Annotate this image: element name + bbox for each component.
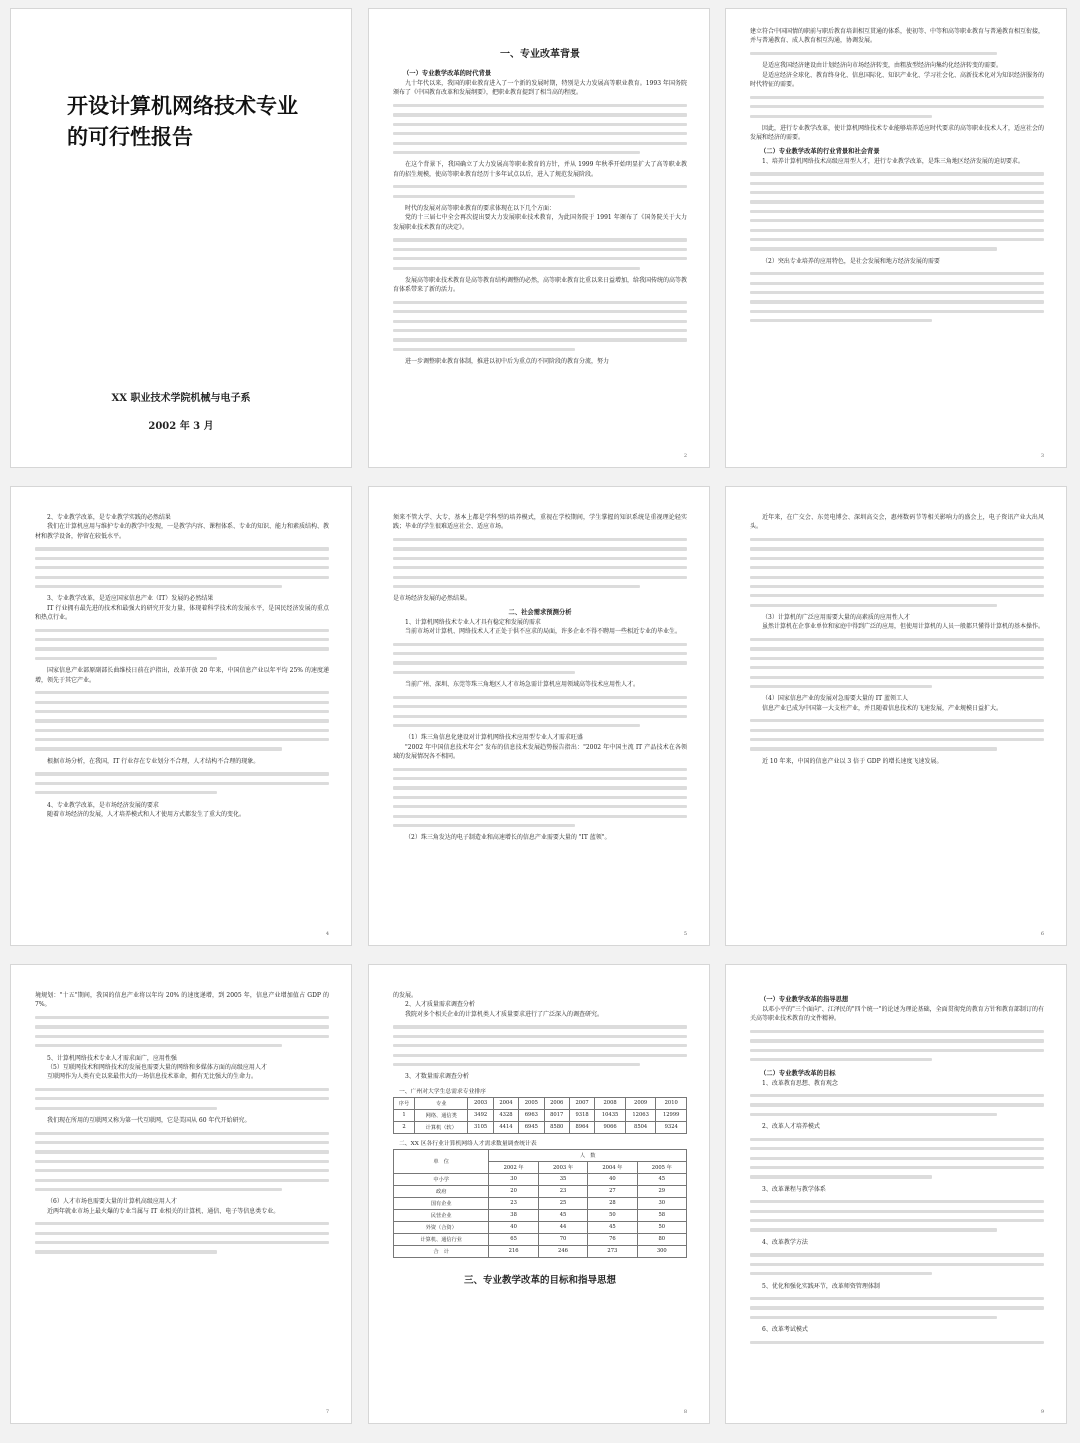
paragraph: 建立符合中国国情的职前与职后教育培训相互贯通的体系，使初等、中等和高等职业教育与普通教育相互衔接，并与普通教育、成人教育相互沟通，协调发展。 [750, 28, 1044, 45]
cover-title-line-2: 的可行性报告 [67, 125, 193, 149]
paragraph: （4）国家信息产业的发展对急需要大量的 IT 蓝领工人 [762, 695, 909, 703]
page-4-body [35, 513, 329, 923]
table-cell: 300 [637, 1245, 686, 1257]
table-cell: 27 [588, 1185, 637, 1197]
table-cell: 23 [489, 1197, 538, 1209]
table-cell: 9318 [569, 1109, 594, 1121]
table-cell: 2 [394, 1121, 415, 1133]
table-cell: 12999 [656, 1109, 687, 1121]
cover-title [67, 91, 331, 153]
paragraph: （6）人才市场也需要大量的计算机高级应用人才 [47, 1198, 177, 1206]
paragraph: 时代的发展对高等职业教育的要求体现在以下几个方面： [405, 205, 556, 212]
table-cell: 中小学 [394, 1173, 489, 1185]
paragraph: 1、计算机网络技术专业人才具有稳定和发展的需求 [405, 618, 541, 626]
paragraph: （3）计算机的广泛应用需要大量的高素质的应用性人才 [762, 614, 910, 621]
table-cell: 76 [588, 1233, 637, 1245]
paragraph: IT 行业拥有最先进的技术和最强大的研究开发力量，体现着科学技术的发展水平，是国民经济发展的重点和热点行业。 [35, 604, 329, 622]
table-cell: 1 [394, 1109, 415, 1121]
paragraph: 随着市场经济的发展，人才培养模式和人才使用方式都发生了重大的变化。 [47, 810, 246, 818]
paragraph: 1、改革教育思想、教育观念 [762, 1079, 838, 1087]
table-cell: 25 [538, 1197, 587, 1209]
paragraph: 1、培养计算机网络技术高级应用型人才，进行专业教学改革，是珠三角地区经济发展的迫切要求。 [762, 157, 1024, 165]
paragraph: （2）突出专业培养的应用特色，是社会发展和地方经济发展的需要 [762, 257, 940, 265]
paragraph: 我院对多个相关企业的计算机类人才质量要求进行了广泛深入的调查研究。 [405, 1010, 604, 1018]
page-6 [725, 486, 1067, 946]
table-cell: 35 [538, 1173, 587, 1185]
section-heading: （二）专业教学改革的行业背景和社会背景 [760, 147, 880, 155]
paragraph: 2、专业教学改革，是专业教学实践的必然结果 [47, 514, 171, 521]
page-6-body [750, 513, 1044, 923]
table-cell: 民营企业 [394, 1209, 489, 1221]
table-cell: 3105 [468, 1121, 493, 1133]
table-cell: 28 [588, 1197, 637, 1209]
table-cell: 政府 [394, 1185, 489, 1197]
table-cell: 40 [489, 1221, 538, 1233]
paragraph: （5）互联网技术和网络技术的发展也需要大量的网络和多媒体方面的高级应用人才 [47, 1063, 267, 1071]
table-1-header: 2004 [493, 1097, 518, 1109]
table-cell: 合 计 [394, 1245, 489, 1257]
table-cell: 10435 [595, 1109, 626, 1121]
paragraph: 互联网作为人类有史以来最伟大的一场信息技术革命，拥有无比强大的生命力。 [47, 1073, 258, 1081]
page-number: 8 [683, 1409, 687, 1415]
table-cell: 计算机（软） [414, 1121, 467, 1133]
table-cell: 6963 [519, 1109, 544, 1121]
page-2 [368, 8, 710, 468]
table-cell: 30 [637, 1197, 686, 1209]
cover-institution: XX 职业技术学院机械与电子系 [111, 393, 251, 404]
table-cell: 3492 [468, 1109, 493, 1121]
page-5-body [393, 513, 687, 923]
table-1-caption: 一、广州对大学生总需求专业排序 [399, 1088, 486, 1095]
paragraph: 4、专业教学改革，是市场经济发展的要求 [47, 801, 159, 809]
table-cell: 网络、通信类 [414, 1109, 467, 1121]
table-cell: 6945 [519, 1121, 544, 1133]
paragraph: 进一步调整职业教育体制，推进以初中后为重点的不同阶段的教育分流，努力 [405, 358, 610, 366]
paragraph: 我们现在所用的互联网又称为第一代互联网，它是美国从 60 年代开始研究。 [47, 1117, 251, 1125]
table-row [394, 1185, 687, 1197]
paragraph: 我们在计算机应用与维护专业的教学中发现，一是教学内容、课程体系、专业的知识、能力和素质结构、教材和教学设备，停留在较低水平。 [35, 523, 329, 540]
cover-title-line-1: 开设计算机网络技术专业 [67, 94, 298, 118]
table-cell: 国有企业 [394, 1197, 489, 1209]
table-row [394, 1197, 687, 1209]
page-number: 9 [1040, 1409, 1044, 1415]
table-cell: 计算机、通信行业 [394, 1233, 489, 1245]
paragraph: 是市场经济发展的必然结果。 [393, 595, 472, 603]
page-9-body [750, 991, 1044, 1401]
page-1-cover [10, 8, 352, 468]
table-1-header: 2005 [519, 1097, 544, 1109]
table-row [394, 1173, 687, 1185]
table-cell: 45 [637, 1173, 686, 1185]
table-cell: 8017 [544, 1109, 569, 1121]
table-cell: 4328 [493, 1109, 518, 1121]
table-row [394, 1121, 687, 1133]
table-cell: 44 [538, 1221, 587, 1233]
paragraph: 近 10 年来，中国的信息产业以 3 倍于 GDP 的增长速度飞速发展。 [762, 757, 943, 765]
table-2-year-header: 2005 年 [637, 1161, 686, 1173]
paragraph: 因此，进行专业教学改革，使计算机网络技术专业能够培养适应时代要求的高等职业技术人才，适应社会的发展和经济的需要。 [750, 124, 1044, 142]
table-1-header: 2010 [656, 1097, 687, 1109]
paragraph: 在这个背景下，我国确立了大力发展高等职业教育的方针，并从 1999 年秋季开始明显扩大了高等职业教育的招生规模，使高等职业教育经历十多年试点以后，进入了规范发展阶段。 [393, 161, 687, 178]
paragraph: 是适应我国经济建设由计划经济向市场经济转变，由粗放型经济向集约化经济转变的需要。 [762, 62, 1003, 70]
paragraph: 近两年就业市场上最火爆的专业当属与 IT 业相关的计算机、通信、电子等信息类专业。 [47, 1207, 280, 1215]
table-1-header: 序号 [394, 1097, 415, 1109]
paragraph: 当前市场对计算机、网络技术人才正处于供不应求的局面，许多企业不得不聘用一些相近专业的毕业生。 [405, 628, 682, 636]
table-cell: 50 [637, 1221, 686, 1233]
paragraph: 根据市场分析，在我国，IT 行业存在专业划分不合理，人才结构不合理的现象。 [47, 757, 260, 765]
table-row [394, 1245, 687, 1257]
section-heading: （一）专业教学改革的指导思想 [760, 996, 849, 1003]
paragraph: 是适应经济全球化、教育终身化、信息国际化、知识产业化、学习社会化、高新技术化对为知识经济服务的时代特征的需要。 [750, 71, 1044, 89]
paragraph: 国家信息产业部原副部长曲维枝日前在沪指出，改革开放 20 年来，中国信息产业以年平均 25% 的速度递增，领先于其它产业。 [35, 667, 329, 684]
paragraph: 6、改革考试模式 [762, 1326, 808, 1334]
table-cell: 23 [538, 1185, 587, 1197]
page-7 [10, 964, 352, 1424]
table-cell: 20 [489, 1185, 538, 1197]
table-cell: 50 [588, 1209, 637, 1221]
paragraph: 2、人才质量需求调查分析 [405, 1001, 475, 1009]
page-number: 2 [683, 453, 687, 459]
paragraph: 以邓小平的"三个面向"、江泽民的"四个统一"的论述为理论基础，全面贯彻党的教育方针和教育部制订的有关高等职业技术教育的文件精神。 [750, 1006, 1044, 1023]
table-cell: 40 [588, 1173, 637, 1185]
paragraph: 当前广州、深圳、东莞等珠三角地区人才市场急需计算机应用领域高等技术应用性人才。 [405, 681, 640, 689]
paragraph: （1）珠三角信息化建设对计算机网络技术应用型专业人才需求旺盛 [405, 734, 583, 742]
table-cell: 8964 [569, 1121, 594, 1133]
chapter-heading: 三、专业教学改革的目标和指导思想 [463, 1274, 616, 1286]
paragraph: 九十年代以来，我国的职业教育进入了一个新的发展时期，特别是大力发展高等职业教育。1993 年国务院颁布了《中国教育改革和发展纲要》，把职业教育提到了相当高的程度。 [393, 80, 687, 97]
page-3-body [750, 27, 1044, 445]
table-cell: 273 [588, 1245, 637, 1257]
table-2-header-unit: 单 位 [394, 1149, 489, 1173]
table-cell: 12063 [625, 1109, 656, 1121]
table-cell: 45 [588, 1221, 637, 1233]
paragraph: 信息产业已成为中国第一大支柱产业，并且随着信息技术的飞速发展，产业规模日益扩大。 [762, 704, 1003, 712]
page-5 [368, 486, 710, 946]
table-cell: 8580 [544, 1121, 569, 1133]
page-7-body [35, 991, 329, 1401]
table-cell: 58 [637, 1209, 686, 1221]
table-2-year-header: 2003 年 [538, 1161, 587, 1173]
table-1-header: 2008 [595, 1097, 626, 1109]
page-number: 4 [325, 931, 329, 937]
page-number: 6 [1040, 931, 1044, 937]
table-row [394, 1109, 687, 1121]
paragraph: 须来不管大学、大专，基本上都是学科型的培养模式，重视在学校期间，学生掌握的知识系统是重视理论轻实践；毕业的学生很难适应社会、适应市场。 [393, 514, 687, 531]
table-row [394, 1209, 687, 1221]
paragraph: 的发展。 [393, 992, 418, 999]
page-number: 7 [325, 1409, 329, 1415]
page-3 [725, 8, 1067, 468]
table-2-year-header: 2004 年 [588, 1161, 637, 1173]
table-cell: 29 [637, 1185, 686, 1197]
section-heading: （一）专业教学改革的时代背景 [403, 70, 492, 77]
table-1 [393, 1097, 687, 1134]
page-2-body [393, 27, 687, 445]
table-2 [393, 1149, 687, 1258]
table-1-header: 2009 [625, 1097, 656, 1109]
table-cell: 30 [489, 1173, 538, 1185]
table-cell: 38 [489, 1209, 538, 1221]
table-cell: 65 [489, 1233, 538, 1245]
page-number: 5 [683, 931, 687, 937]
table-1-header: 2007 [569, 1097, 594, 1109]
paragraph: 2、改革人才培养模式 [762, 1123, 820, 1131]
paragraph: 境规划："十五"期间，我国的信息产业将以年均 20% 的速度递增，到 2005 年，信息产业增加值占 GDP 的 7%。 [35, 992, 329, 1009]
table-2-body [394, 1173, 687, 1257]
paragraph: 近年来，在广交会、东莞电博会、深圳高交会，惠州数码节等相关影响力的盛会上，电子资讯产业大出风头。 [750, 514, 1044, 531]
table-cell: 70 [538, 1233, 587, 1245]
table-cell: 80 [637, 1233, 686, 1245]
paragraph: 3、改革课程与教学体系 [762, 1185, 826, 1193]
paragraph: （2）珠三角发达的电子制造业和高速增长的信息产业需要大量的 "IT 蓝领"。 [405, 834, 611, 842]
table-2-caption: 二、XX 区各行业计算机网络人才需求数量调查统计表 [399, 1140, 537, 1147]
page-number: 3 [1040, 453, 1044, 459]
page-9 [725, 964, 1067, 1424]
page-4 [10, 486, 352, 946]
table-cell: 外资（合资） [394, 1221, 489, 1233]
page-8-body [393, 991, 687, 1401]
paragraph: 党的十三届七中全会再次提出要大力发展职业技术教育，为此国务院于 1991 年颁布了《国务院关于大力发展职业技术教育的决定》。 [393, 214, 687, 231]
paragraph: 4、改革教学方法 [762, 1238, 808, 1246]
section-heading: 二、社会需求预测分析 [508, 608, 572, 616]
table-1-header: 2006 [544, 1097, 569, 1109]
paragraph: 5、优化和强化实践环节，改革师资管理体制 [762, 1282, 880, 1290]
table-1-header: 2003 [468, 1097, 493, 1109]
paragraph: 发展高等职业技术教育是高等教育结构调整的必然，高等职业教育比重以来日益增加，给我国传统的高等教育体系带来了新的活力。 [393, 276, 687, 294]
cover-date: 2002 年 3 月 [148, 421, 214, 432]
paragraph: 5、计算机网络技术专业人才需求面广，应用性强 [47, 1054, 177, 1062]
table-cell: 246 [538, 1245, 587, 1257]
table-cell: 4414 [493, 1121, 518, 1133]
table-row [394, 1233, 687, 1245]
table-cell: 9066 [595, 1121, 626, 1133]
paragraph: 3、专业教学改革，是适应国家信息产业（IT）发展的必然结果 [47, 595, 214, 603]
table-2-header-people: 人 数 [489, 1149, 687, 1161]
table-cell: 45 [538, 1209, 587, 1221]
table-cell: 9324 [656, 1121, 687, 1133]
table-2-year-header: 2002 年 [489, 1161, 538, 1173]
table-1-header: 专业 [414, 1097, 467, 1109]
table-cell: 216 [489, 1245, 538, 1257]
table-row [394, 1221, 687, 1233]
paragraph: 3、才数量需求调查分析 [405, 1073, 469, 1081]
chapter-heading: 一、专业改革背景 [500, 49, 580, 60]
section-heading: （二）专业教学改革的目标 [760, 1069, 836, 1077]
paragraph: "2002 年中国信息技术年会" 发布的信息技术发展趋势报告指出："2002 年中国主流 IT 产品技术在各领域的发展情况各不相同。 [393, 743, 687, 761]
table-cell: 8504 [625, 1121, 656, 1133]
page-8 [368, 964, 710, 1424]
paragraph: 虽然计算机在企事业单位和家庭中得到广泛的应用，但使用计算机的人员一般都只懂得计算机的基本操作。 [762, 623, 1044, 631]
